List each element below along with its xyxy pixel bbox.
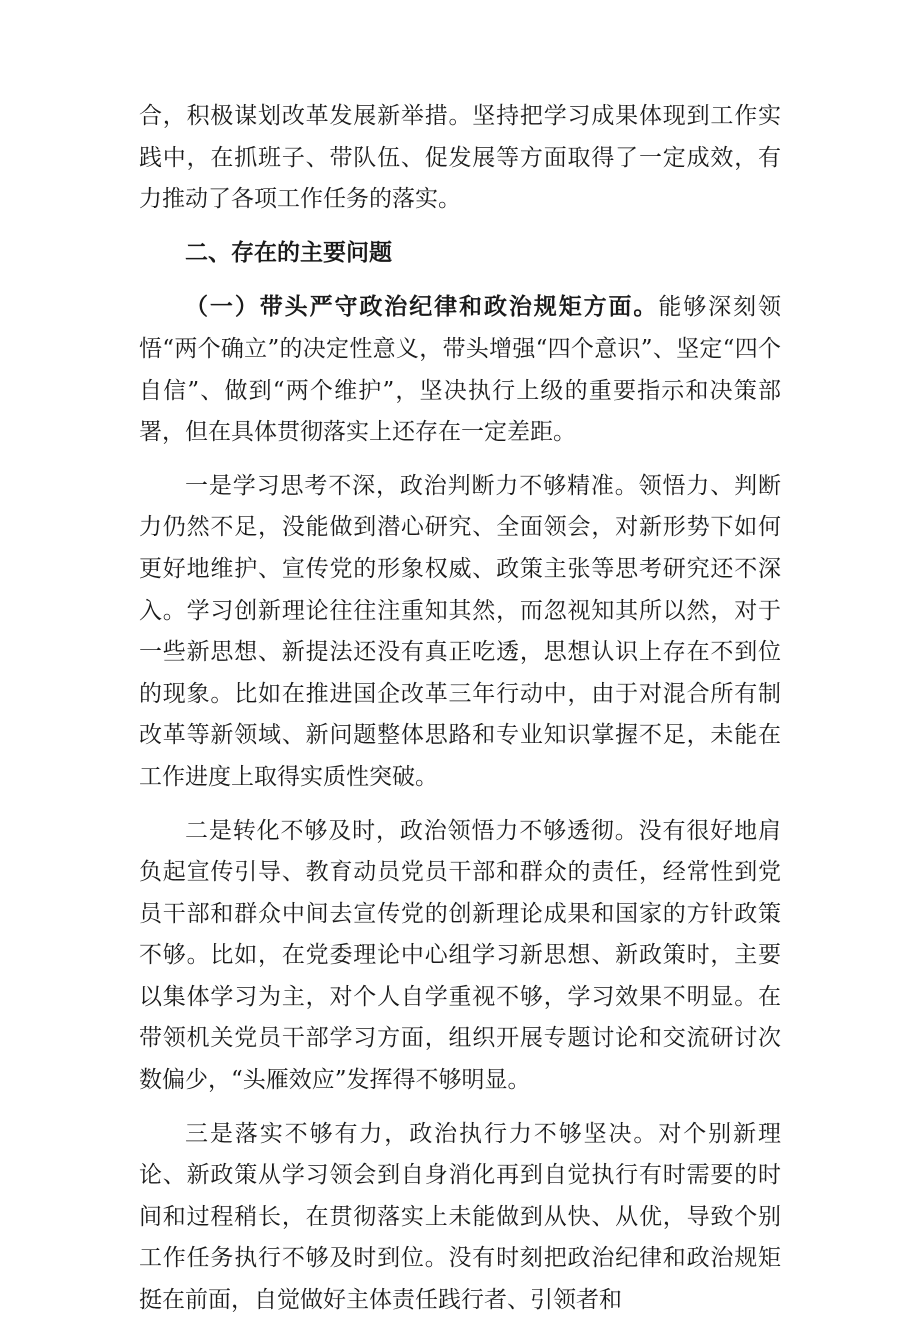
section-heading: 二、存在的主要问题 (185, 239, 392, 266)
subsection-1-paragraph (139, 286, 781, 453)
point-2-paragraph: 二是转化不够及时，政治领悟力不够透彻。没有很好地肩负起宣传引导、教育动员党员干部和群众的责任，经常性到党员干部和群众中间去宣传党的创新理论成果和国家的方针政策不够。比如，在党委理论中心组学习新思想、新政策时，主要以集体学习为主，对个人自学重视不够，学习效果不明显。在带领机关党员干部学习方面，组织开展专题讨论和交流研讨次数偏少，“头雁效应”发挥得不够明显。 (139, 817, 781, 1094)
subsection-1-lead: （一）带头严守政治纪律和政治规矩方面。 (185, 293, 659, 321)
point-1-paragraph: 一是学习思考不深，政治判断力不够精准。领悟力、判断力仍然不足，没能做到潜心研究、全面领会，对新形势下如何更好地维护、宣传党的形象权威、政策主张等思考研究还不深入。学习创新理论往往注重知其然，而忽视知其所以然，对于一些新思想、新提法还没有真正吃透，思想认识上存在不到位的现象。比如在推进国企改革三年行动中，由于对混合所有制改革等新领域、新问题整体思路和专业知识掌握不足，未能在工作进度上取得实质性突破。 (139, 472, 781, 790)
subsection-1-body: 能够深刻领悟“两个确立”的决定性意义，带头增强“四个意识”、坚定“四个自信”、做到“两个维护”，坚决执行上级的重要指示和决策部署，但在具体贯彻落实上还存在一定差距。 (139, 294, 782, 446)
document-body (139, 96, 781, 1322)
point-3-paragraph: 三是落实不够有力，政治执行力不够坚决。对个别新理论、新政策从学习领会到自身消化再到自觉执行有时需要的时间和过程稍长，在贯彻落实上未能做到从快、从优，导致个别工作任务执行不够及时到位。没有时刻把政治纪律和政治规矩挺在前面，自觉做好主体责任践行者、引领者和 (139, 1120, 781, 1314)
continuation-paragraph: 合，积极谋划改革发展新举措。坚持把学习成果体现到工作实践中，在抓班子、带队伍、促发展等方面取得了一定成效，有力推动了各项工作任务的落实。 (139, 103, 781, 213)
